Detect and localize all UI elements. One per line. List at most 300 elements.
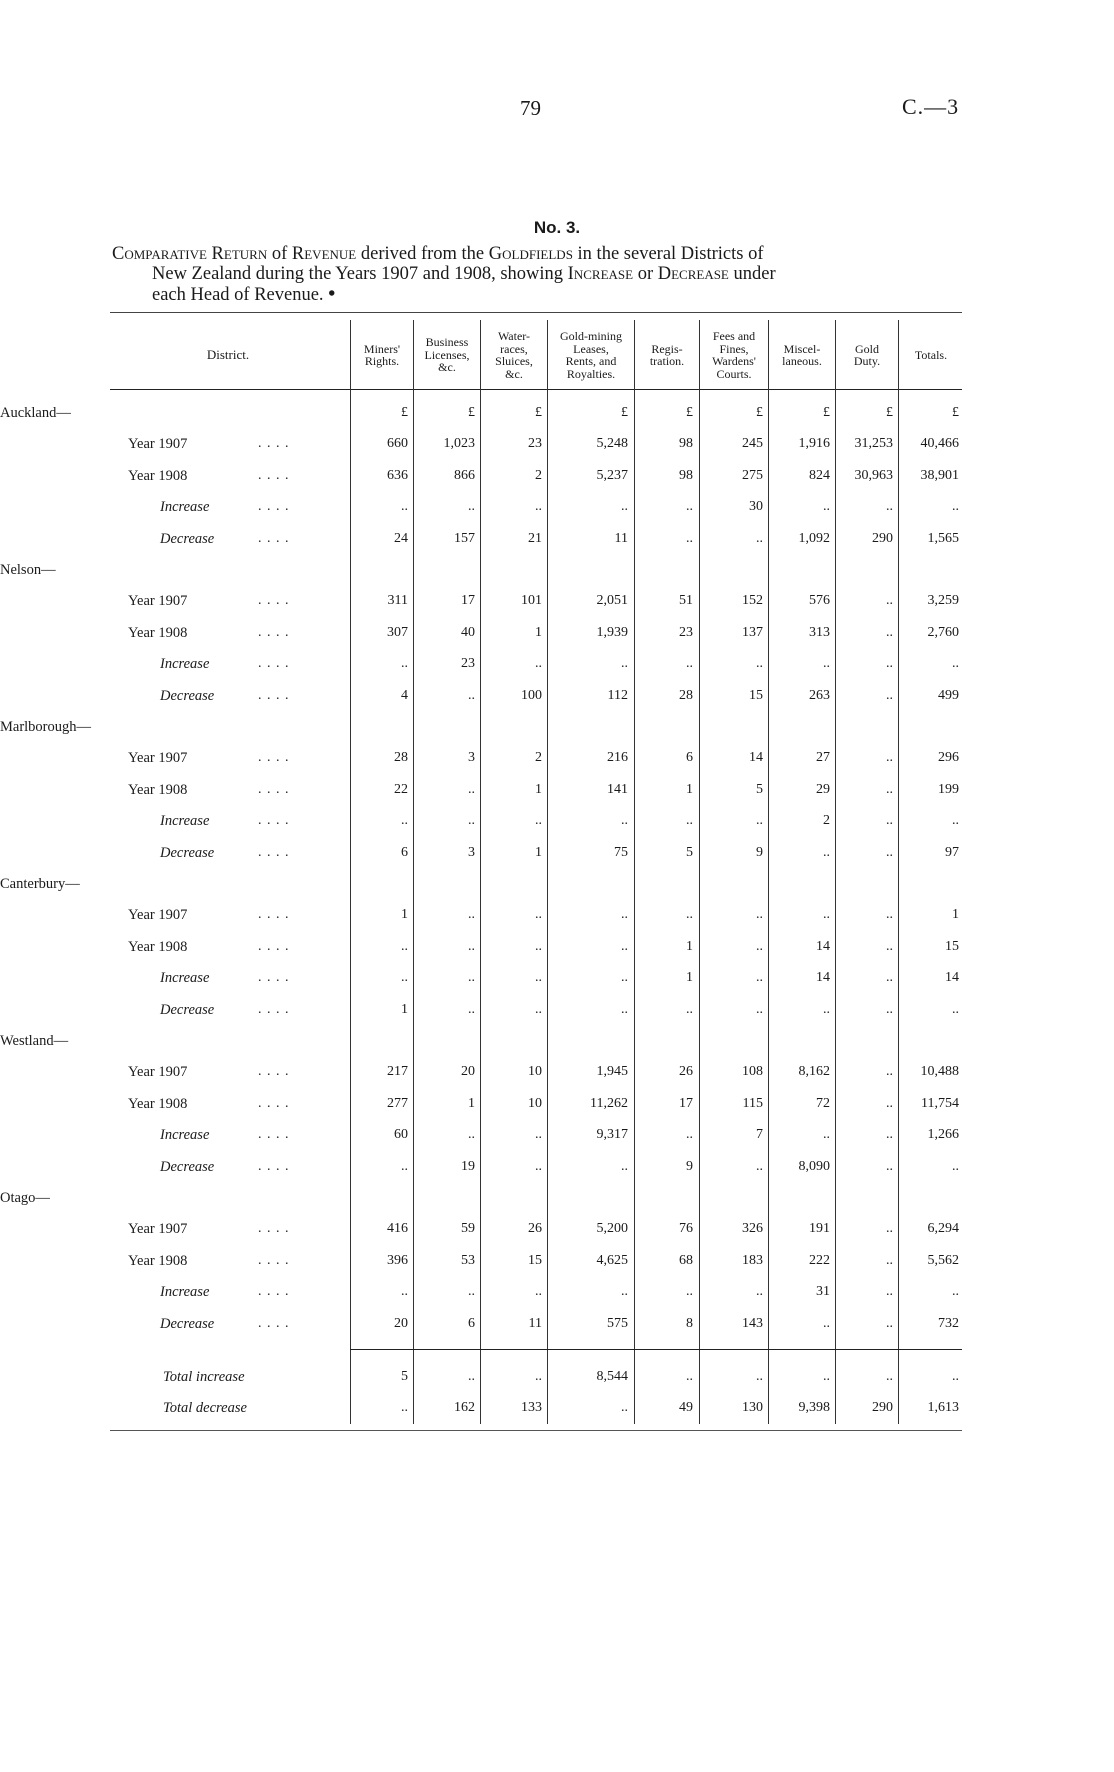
table-cell: 14 (945, 970, 959, 986)
table-number: No. 3. (533, 218, 581, 237)
table-cell: 313 (809, 624, 830, 640)
table-cell: 9 (686, 1158, 693, 1174)
table-cell: 23 (679, 624, 693, 640)
table-row (0, 688, 1114, 716)
dot-leaders: . . . . (258, 467, 290, 483)
dot-leaders: . . . . (258, 593, 290, 609)
caption-part: or (633, 264, 658, 284)
table-cell: .. (468, 1369, 475, 1384)
table-cell: .. (621, 938, 628, 954)
district-name: Marlborough— (0, 719, 92, 735)
table-cell: 72 (816, 1095, 830, 1111)
table-cell: 1 (535, 781, 542, 797)
table-row (0, 907, 1114, 935)
table-cell: .. (886, 1001, 893, 1017)
dot-leaders: . . . . (258, 1064, 290, 1080)
table-cell: 866 (454, 467, 475, 483)
table-cell: .. (535, 907, 542, 923)
table-cell: .. (886, 844, 893, 860)
row-label: Year 1907 (128, 436, 188, 453)
table-cell: .. (952, 1284, 959, 1300)
table-cell: .. (535, 1001, 542, 1017)
table-cell: 1,939 (596, 624, 628, 640)
table-cell: 824 (809, 467, 830, 483)
header-registration: Regis- tration. (649, 341, 685, 368)
table-cell: 263 (809, 687, 830, 703)
dot-leaders: . . . . (258, 1001, 290, 1017)
table-cell: 133 (521, 1400, 542, 1416)
table-cell: 2 (823, 813, 830, 829)
table-cell: .. (468, 781, 475, 797)
table-cell: .. (401, 656, 408, 672)
table-cell: 40,466 (920, 436, 959, 452)
row-label: Decrease (160, 687, 215, 704)
table-cell: 20 (461, 1064, 475, 1080)
district-heading-row (0, 876, 1114, 904)
dot-leaders: . . . . (258, 813, 290, 829)
currency-symbol: £ (468, 405, 475, 420)
caption-part: Revenue (291, 244, 357, 264)
table-cell: 23 (461, 656, 475, 672)
currency-symbol: £ (686, 405, 693, 420)
table-cell: .. (535, 1369, 542, 1384)
table-cell: .. (952, 813, 959, 829)
table-cell: .. (621, 907, 628, 923)
table-cell: 3 (468, 750, 475, 766)
table-cell: .. (886, 1095, 893, 1111)
table-cell: .. (823, 1369, 830, 1384)
table-cell: .. (886, 1315, 893, 1331)
table-cell: .. (756, 530, 763, 546)
table-cell: 1 (952, 907, 959, 923)
table-row (0, 1127, 1114, 1155)
table-cell: 28 (679, 687, 693, 703)
dot-leaders: . . . . (258, 687, 290, 703)
table-cell: .. (756, 656, 763, 672)
table-cell: 8,544 (596, 1369, 628, 1384)
table-cell: 29 (816, 781, 830, 797)
table-cell: .. (468, 1127, 475, 1143)
table-cell: 5 (401, 1369, 408, 1384)
table-cell: 1 (535, 844, 542, 860)
row-label: Increase (160, 499, 210, 516)
table-cell: .. (952, 499, 959, 515)
dot-leaders: . . . . (258, 970, 290, 986)
caption-part: Increase (567, 264, 634, 284)
table-cell: .. (756, 907, 763, 923)
table-cell: .. (621, 1158, 628, 1174)
table-top-rule (110, 312, 962, 313)
table-row (0, 468, 1114, 496)
table-row (0, 1316, 1114, 1344)
table-cell: .. (535, 970, 542, 986)
table-cell: .. (886, 750, 893, 766)
table-cell: 157 (454, 530, 475, 546)
table-row (0, 750, 1114, 778)
table-cell: 141 (607, 781, 628, 797)
table-cell: 98 (679, 467, 693, 483)
caption-part: New Zealand during the Years 1907 and 1908, showing (152, 264, 568, 284)
row-label: Increase (160, 1284, 210, 1301)
table-cell: 100 (521, 687, 542, 703)
table-cell: .. (886, 970, 893, 986)
currency-symbol: £ (886, 405, 893, 420)
district-heading-row (0, 562, 1114, 590)
table-row (0, 1400, 1114, 1428)
district-name: Auckland— (0, 405, 71, 421)
table-cell: 2,051 (596, 593, 628, 609)
table-cell: .. (686, 907, 693, 923)
table-cell: 4 (401, 687, 408, 703)
table-cell: 14 (816, 970, 830, 986)
table-row (0, 1369, 1114, 1397)
table-cell: 199 (938, 781, 959, 797)
caption-part: Decrease (657, 264, 729, 284)
table-cell: .. (468, 1001, 475, 1017)
row-label: Decrease (160, 1001, 215, 1018)
dot-leaders: . . . . (258, 1252, 290, 1268)
row-label: Increase (160, 813, 210, 830)
dot-leaders: . . . . (258, 530, 290, 546)
table-cell: .. (886, 593, 893, 609)
table-cell: 9,317 (596, 1127, 628, 1143)
table-cell: 59 (461, 1221, 475, 1237)
table-row (0, 1064, 1114, 1092)
table-cell: 11,262 (590, 1095, 628, 1111)
caption-part: Comparative Return (112, 244, 268, 264)
table-row (0, 531, 1114, 559)
table-cell: .. (952, 656, 959, 672)
table-cell: 1 (686, 970, 693, 986)
row-label: Year 1907 (128, 1064, 188, 1081)
table-cell: .. (952, 1001, 959, 1017)
table-cell: 115 (742, 1095, 763, 1111)
currency-symbol: £ (621, 405, 628, 420)
table-cell: .. (886, 813, 893, 829)
table-row (0, 813, 1114, 841)
caption-part: in the several Districts of (572, 244, 764, 264)
table-cell: 1 (686, 781, 693, 797)
table-cell: 10 (528, 1064, 542, 1080)
table-cell: .. (401, 499, 408, 515)
table-cell: .. (686, 1284, 693, 1300)
table-cell: 68 (679, 1252, 693, 1268)
table-cell: 9,398 (798, 1400, 830, 1416)
table-cell: 51 (679, 593, 693, 609)
table-cell: 162 (454, 1400, 475, 1416)
header-gold-mining-leases: Gold-mining Leases, Rents, and Royalties. (560, 329, 622, 381)
district-heading-row (0, 1033, 1114, 1061)
table-cell: 4,625 (596, 1252, 628, 1268)
table-cell: 290 (872, 1400, 893, 1416)
table-cell: 290 (872, 530, 893, 546)
table-cell: 14 (749, 750, 763, 766)
table-row (0, 845, 1114, 873)
table-cell: .. (468, 970, 475, 986)
table-row (0, 1253, 1114, 1281)
table-cell: .. (686, 1369, 693, 1384)
table-cell: .. (756, 938, 763, 954)
table-cell: 8,162 (798, 1064, 830, 1080)
table-cell: 1 (468, 1095, 475, 1111)
table-cell: 3 (468, 844, 475, 860)
table-bottom-rule (110, 1430, 962, 1431)
table-cell: 1,945 (596, 1064, 628, 1080)
row-label: Total increase (163, 1369, 245, 1385)
table-cell: .. (686, 499, 693, 515)
table-cell: 9 (756, 844, 763, 860)
table-row (0, 970, 1114, 998)
table-cell: .. (621, 1001, 628, 1017)
table-cell: 152 (742, 593, 763, 609)
row-label: Increase (160, 656, 210, 673)
table-cell: .. (535, 1158, 542, 1174)
district-heading-row (0, 719, 1114, 747)
table-cell: 26 (528, 1221, 542, 1237)
table-cell: 396 (387, 1252, 408, 1268)
table-cell: .. (756, 1369, 763, 1384)
row-label: Increase (160, 970, 210, 987)
table-cell: 5,248 (596, 436, 628, 452)
table-cell: .. (468, 1284, 475, 1300)
table-cell: 26 (679, 1064, 693, 1080)
table-cell: .. (535, 813, 542, 829)
table-cell: 1,613 (927, 1400, 959, 1416)
row-label: Year 1907 (128, 750, 188, 767)
table-cell: .. (823, 1001, 830, 1017)
table-cell: 23 (528, 436, 542, 452)
table-cell: 101 (521, 593, 542, 609)
header-water-races: Water- races, Sluices, &c. (495, 329, 533, 381)
table-cell: .. (886, 499, 893, 515)
dot-leaders: . . . . (258, 1158, 290, 1174)
currency-symbol: £ (401, 405, 408, 420)
table-cell: 326 (742, 1221, 763, 1237)
dot-leaders: . . . . (258, 1127, 290, 1143)
table-cell: .. (686, 656, 693, 672)
table-cell: .. (535, 499, 542, 515)
currency-symbol: £ (535, 405, 542, 420)
table-cell: .. (756, 970, 763, 986)
table-cell: 1 (535, 624, 542, 640)
table-cell: 22 (394, 781, 408, 797)
table-cell: 1 (686, 938, 693, 954)
table-cell: .. (886, 624, 893, 640)
table-cell: .. (886, 1064, 893, 1080)
header-miscellaneous: Miscel- laneous. (782, 341, 822, 368)
totals-rule (350, 1349, 962, 1350)
table-cell: 11 (528, 1315, 542, 1331)
table-cell: 5 (756, 781, 763, 797)
table-cell: 19 (461, 1158, 475, 1174)
table-cell: 8 (686, 1315, 693, 1331)
table-cell: 40 (461, 624, 475, 640)
table-cell: 6,294 (927, 1221, 959, 1237)
caption-part: derived from the (356, 244, 489, 264)
table-cell: 277 (387, 1095, 408, 1111)
table-cell: 2 (535, 750, 542, 766)
table-cell: 97 (945, 844, 959, 860)
table-row (0, 593, 1114, 621)
table-cell: 245 (742, 436, 763, 452)
table-cell: .. (886, 1284, 893, 1300)
table-cell: .. (468, 499, 475, 515)
table-cell: 76 (679, 1221, 693, 1237)
table-cell: 2,760 (927, 624, 959, 640)
row-label: Year 1908 (128, 938, 188, 955)
table-cell: 143 (742, 1315, 763, 1331)
table-cell: 24 (394, 530, 408, 546)
table-cell: .. (756, 1001, 763, 1017)
table-cell: 38,901 (920, 467, 959, 483)
table-cell: 1,565 (927, 530, 959, 546)
caption-part: of (267, 244, 292, 264)
row-label: Decrease (160, 1315, 215, 1332)
table-cell: .. (952, 1158, 959, 1174)
table-cell: .. (621, 656, 628, 672)
table-cell: .. (621, 1284, 628, 1300)
table-cell: .. (886, 1158, 893, 1174)
table-cell: 216 (607, 750, 628, 766)
table-cell: 222 (809, 1252, 830, 1268)
table-cell: .. (401, 813, 408, 829)
table-cell: 17 (679, 1095, 693, 1111)
dot-leaders: . . . . (258, 938, 290, 954)
table-cell: 112 (607, 687, 628, 703)
table-cell: 17 (461, 593, 475, 609)
row-label: Decrease (160, 530, 215, 547)
table-cell: 1,916 (798, 436, 830, 452)
header-miners-rights: Miners' Rights. (363, 341, 401, 368)
table-cell: 183 (742, 1252, 763, 1268)
dot-leaders: . . . . (258, 1315, 290, 1331)
table-cell: .. (686, 1127, 693, 1143)
table-cell: 15 (528, 1252, 542, 1268)
table-row (0, 939, 1114, 967)
table-cell: .. (756, 813, 763, 829)
district-heading-row (0, 405, 1114, 433)
table-cell: 416 (387, 1221, 408, 1237)
table-cell: .. (686, 1001, 693, 1017)
district-name: Canterbury— (0, 876, 80, 892)
dot-leaders: . . . . (258, 1221, 290, 1237)
table-cell: .. (535, 1284, 542, 1300)
row-label: Year 1908 (128, 781, 188, 798)
table-cell: .. (886, 1127, 893, 1143)
table-cell: .. (401, 1400, 408, 1416)
row-label: Year 1908 (128, 624, 188, 641)
table-cell: .. (621, 813, 628, 829)
row-label: Year 1908 (128, 1252, 188, 1269)
dot-leaders: . . . . (258, 1284, 290, 1300)
table-cell: .. (401, 1158, 408, 1174)
table-cell: .. (886, 1252, 893, 1268)
table-cell: 30 (749, 499, 763, 515)
table-cell: .. (952, 1369, 959, 1384)
district-name: Westland— (0, 1033, 69, 1049)
row-label: Year 1908 (128, 1095, 188, 1112)
row-label: Increase (160, 1127, 210, 1144)
table-cell: 10,488 (920, 1064, 959, 1080)
header-totals: Totals. (914, 347, 948, 362)
table-cell: .. (686, 813, 693, 829)
currency-symbol: £ (756, 405, 763, 420)
table-cell: .. (468, 687, 475, 703)
table-row (0, 1002, 1114, 1030)
table-cell: 307 (387, 624, 408, 640)
district-name: Otago— (0, 1190, 50, 1206)
row-label: Year 1907 (128, 1221, 188, 1238)
dot-leaders: . . . . (258, 907, 290, 923)
header-fees-fines: Fees and Fines, Wardens' Courts. (712, 329, 756, 381)
header-business-licenses: Business Licenses, &c. (424, 335, 470, 375)
row-label: Year 1908 (128, 467, 188, 484)
table-cell: 6 (468, 1315, 475, 1331)
table-cell: 10 (528, 1095, 542, 1111)
table-cell: .. (401, 1284, 408, 1300)
table-cell: 14 (816, 938, 830, 954)
table-cell: .. (756, 1284, 763, 1300)
dot-leaders: . . . . (258, 1095, 290, 1111)
page-number: 79 (520, 96, 541, 120)
table-cell: .. (401, 970, 408, 986)
table-cell: 11,754 (921, 1095, 959, 1111)
table-cell: 311 (387, 593, 408, 609)
table-cell: 49 (679, 1400, 693, 1416)
dot-leaders: . . . . (258, 436, 290, 452)
table-cell: .. (621, 970, 628, 986)
caption-part: Goldfields (488, 244, 573, 264)
table-cell: 1,023 (443, 436, 475, 452)
table-cell: 28 (394, 750, 408, 766)
table-row (0, 625, 1114, 653)
table-cell: .. (535, 938, 542, 954)
table-cell: 5,562 (927, 1252, 959, 1268)
table-cell: 20 (394, 1315, 408, 1331)
table-cell: .. (621, 499, 628, 515)
row-label: Decrease (160, 1158, 215, 1175)
table-cell: .. (401, 938, 408, 954)
table-cell: .. (886, 1369, 893, 1384)
table-cell: .. (823, 844, 830, 860)
table-cell: 15 (945, 938, 959, 954)
table-cell: 1 (401, 1001, 408, 1017)
caption-part: under (728, 264, 776, 284)
page-reference: C.—3 (902, 94, 960, 119)
table-cell: 1,092 (798, 530, 830, 546)
table-cell: .. (886, 938, 893, 954)
table-cell: 31,253 (854, 436, 893, 452)
district-heading-row (0, 1190, 1114, 1218)
table-cell: .. (823, 499, 830, 515)
dot-leaders: . . . . (258, 781, 290, 797)
table-cell: 108 (742, 1064, 763, 1080)
table-cell: .. (535, 1127, 542, 1143)
table-cell: .. (686, 530, 693, 546)
table-cell: 6 (401, 844, 408, 860)
table-cell: .. (886, 781, 893, 797)
table-cell: 576 (809, 593, 830, 609)
table-cell: 5,200 (596, 1221, 628, 1237)
table-cell: .. (468, 938, 475, 954)
table-cell: 2 (535, 467, 542, 483)
table-cell: 1 (401, 907, 408, 923)
table-row (0, 656, 1114, 684)
table-cell: .. (886, 687, 893, 703)
table-cell: .. (468, 813, 475, 829)
table-cell: 27 (816, 750, 830, 766)
table-caption (112, 244, 966, 305)
